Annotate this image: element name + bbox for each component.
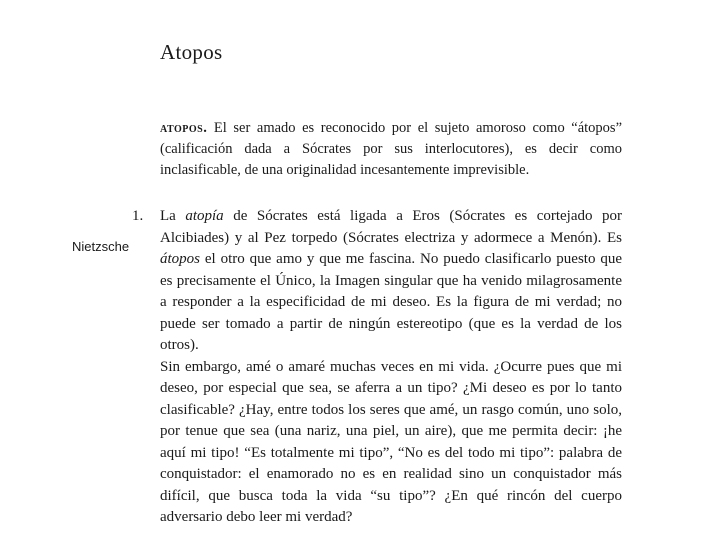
page-title: Atopos xyxy=(160,40,223,64)
paragraph-1-part-3: el otro que amo y que me fascina. No puedo clasificarlo puesto que es precisamente el Único, la Imagen singular que ha venido milagrosamente a responder a la especificidad de mi deseo. Es la figura de mi verdad; no puede ser tomado a partir de ningún estereotipo (que es la verdad de los otros). xyxy=(160,251,622,353)
definition-term: atopos. xyxy=(160,120,208,136)
margin-note: Nietzsche xyxy=(72,239,130,254)
section-number: 1. xyxy=(132,208,144,224)
paragraph-2: Sin embargo, amé o amaré muchas veces en mi vida. ¿Ocurre pues que mi deseo, por especial que sea, se aferra a un tipo? ¿Mi deseo es por lo tanto clasificable? ¿Hay, entre todos los seres que amé, un rasgo común, uno solo, por tenue que sea (una nariz, una piel, un aire), que me permita decir: ¡he aquí mi tipo! “Es totalmente mi tipo”, “No es del todo mi tipo”: palabra de conquistador: el enamorado no es en realidad sino un conquistador más difícil, que busca toda la vida “su tipo”? ¿En qué rincón del cuerpo adversario debo leer mi verdad? xyxy=(160,358,622,525)
section-body xyxy=(160,206,622,529)
definition-text: El ser amado es reconocido por el sujeto amoroso como “átopos” (calificación dada a Sócrates por sus interlocutores), es decir como inclasificable, de una originalidad incesantemente imprevisible. xyxy=(160,120,623,178)
paragraph-1-emphasis-2: átopos xyxy=(160,251,201,267)
paragraph-1 xyxy=(160,206,622,357)
paragraph-1-emphasis-1: atopía xyxy=(185,208,224,224)
paragraph-1-part-2: de Sócrates está ligada a Eros (Sócrates es cortejado por Alcibiades) y al Pez torpedo (Sócrates electriza y adormece a Menón). Es xyxy=(160,208,623,246)
paragraph-1-part-1: La xyxy=(160,208,186,224)
definition-paragraph xyxy=(160,118,622,181)
